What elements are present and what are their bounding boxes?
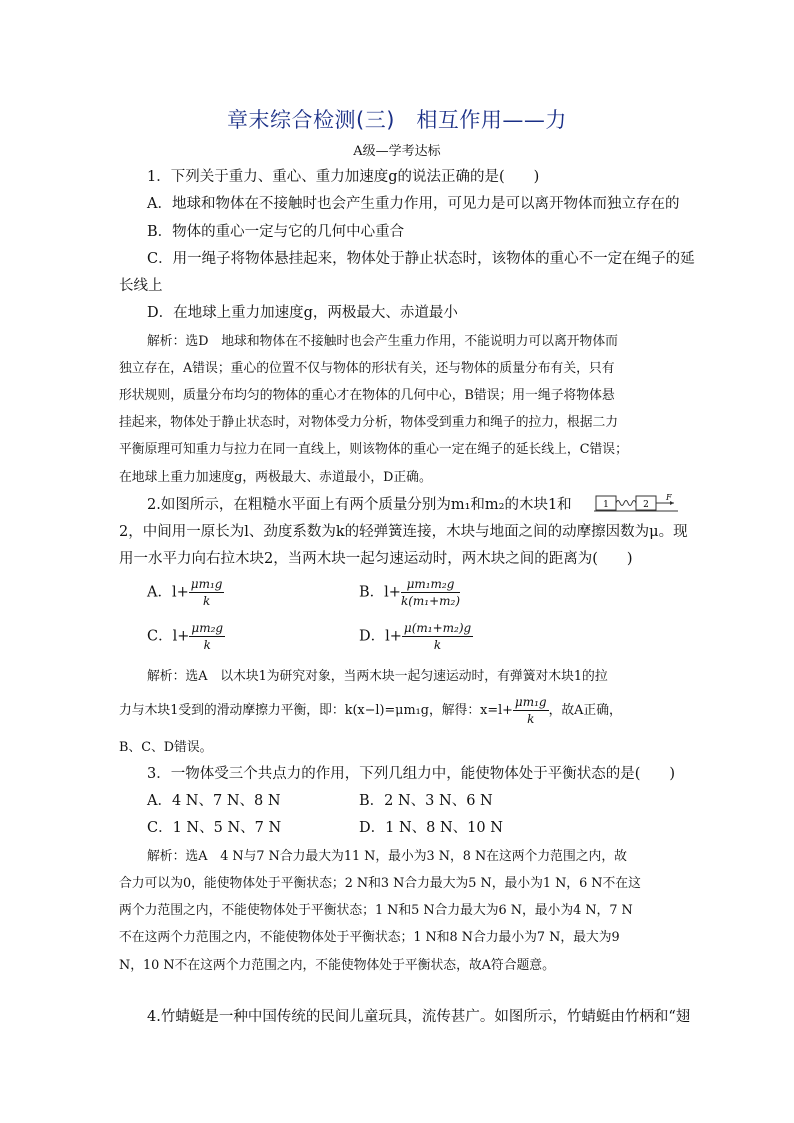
q2-option-c-label: C．l+ xyxy=(147,628,190,645)
q4-stem: 4.竹蜻蜓是一种中国传统的民间儿童玩具，流传甚广。如图所示，竹蜻蜓由竹柄和“翅 xyxy=(147,1009,691,1025)
q3-option-c: C．1 N、5 N、7 N xyxy=(147,820,282,836)
q2-option-d-denominator: k xyxy=(433,638,442,652)
q1-solution-line: 在地球上重力加速度g，两极最大、赤道最小，D正确。 xyxy=(119,470,432,485)
q2-option-d-numerator: μ(m₁+m₂)g xyxy=(403,621,472,635)
section-subtitle: A级—学考达标 xyxy=(353,144,441,159)
q2-option-b-label: B．l+ xyxy=(359,584,401,601)
q2-stem-line2: 2，中间用一原长为l、劲度系数为k的轻弹簧连接，木块与地面之间的动摩擦因数为μ。现 xyxy=(119,524,688,540)
q2-solution-line2 xyxy=(119,694,622,727)
spring-blocks-diagram xyxy=(594,491,678,513)
q2-option-b-numerator: μm₁m₂g xyxy=(401,576,460,593)
page-title: 章末综合检测(三) 相互作用——力 xyxy=(227,108,567,132)
q1-option-c-line1: C．用一绳子将物体悬挂起来，物体处于静止状态时，该物体的重心不一定在绳子的延 xyxy=(147,251,695,267)
q1-solution-line: 独立存在，A错误；重心的位置不仅与物体的形状有关，还与物体的质量分布有关，只有 xyxy=(119,361,615,376)
block-2-label: 2 xyxy=(643,500,649,510)
q2-stem-line1: 2.如图所示，在粗糙水平面上有两个质量分别为m₁和m₂的木块1和 xyxy=(147,497,572,513)
q3-solution-line: 两个力范围之内，不能使物体处于平衡状态；1 N和5 N合力最大为6 N，最小为4 N，7 N xyxy=(119,903,633,918)
q1-solution-line: 平衡原理可知重力与拉力在同一直线上，则该物体的重心一定在绳子的延长线上，C错误； xyxy=(119,442,628,457)
q2-solution-numerator: μm₁g xyxy=(514,695,547,709)
spring xyxy=(616,501,636,506)
q2-option-c-denominator: k xyxy=(203,638,211,652)
q3-option-d: D．1 N、8 N、10 N xyxy=(359,820,503,836)
q2-option-c xyxy=(147,620,225,653)
q3-solution-line: N，10 N不在这两个力范围之内，不能使物体处于平衡状态，故A符合题意。 xyxy=(119,958,555,973)
q2-solution-denominator: k xyxy=(527,712,535,726)
q1-option-d: D．在地球上重力加速度g，两极最大、赤道最小 xyxy=(147,305,458,321)
q1-solution-line: 挂起来，物体处于静止状态时，对物体受力分析，物体受到重力和绳子的拉力，根据二力 xyxy=(119,415,619,430)
q2-option-d-label: D．l+ xyxy=(359,628,402,645)
q3-solution-line: 不在这两个力范围之内，不能使物体处于平衡状态；1 N和8 N合力最小为7 N，最大为9 xyxy=(119,930,620,945)
q1-solution-line: 解析：选D 地球和物体在不接触时也会产生重力作用，不能说明力可以离开物体而 xyxy=(147,334,618,349)
q2-solution-text: 力与木块1受到的滑动摩擦力平衡，即：k(x−l)=μm₁g，解得：x=l+ xyxy=(119,703,513,718)
q1-option-a: A．地球和物体在不接触时也会产生重力作用，可见力是可以离开物体而独立存在的 xyxy=(147,196,680,212)
block-1-label: 1 xyxy=(603,500,609,510)
q2-option-c-numerator: μm₂g xyxy=(191,621,224,635)
q2-option-a-denominator: k xyxy=(202,594,211,608)
q1-solution-line: 形状规则，质量分布均匀的物体的重心才在物体的几何中心，B错误；用一绳子将物体悬 xyxy=(119,388,615,403)
q2-option-a-numerator: μm₁g xyxy=(190,577,223,591)
q2-option-d xyxy=(359,620,473,653)
q3-solution-line: 解析：选A 4 N与7 N合力最大为11 N，最小为3 N，8 N在这两个力范围之内，故 xyxy=(147,849,627,864)
force-label: F xyxy=(666,493,672,502)
q2-solution-line1: 解析：选A 以木块1为研究对象，当两木块一起匀速运动时，有弹簧对木块1的拉 xyxy=(147,669,608,684)
q2-option-a-label: A．l+ xyxy=(147,584,189,601)
q2-option-a xyxy=(147,576,224,609)
q2-solution-tail: ，故A正确， xyxy=(548,703,622,718)
q2-stem-line3: 用一水平力向右拉木块2，当两木块一起匀速运动时，两木块之间的距离为( ) xyxy=(119,551,633,567)
q3-option-b: B．2 N、3 N、6 N xyxy=(359,793,493,809)
q2-solution-line3: B、C、D错误。 xyxy=(119,740,213,755)
q3-option-a: A．4 N、7 N、8 N xyxy=(147,793,281,809)
q1-option-b: B．物体的重心一定与它的几何中心重合 xyxy=(147,224,405,240)
q3-solution-line: 合力可以为0，能使物体处于平衡状态；2 N和3 N合力最大为5 N，最小为1 N，6 N不在这 xyxy=(119,876,641,891)
q2-option-b xyxy=(359,576,460,609)
q1-option-c-line2: 长线上 xyxy=(119,278,163,294)
q1-stem: 1．下列关于重力、重心、重力加速度g的说法正确的是( ) xyxy=(147,169,540,185)
q3-stem: 3．一物体受三个共点力的作用，下列几组力中，能使物体处于平衡状态的是( ) xyxy=(147,766,676,782)
q2-option-b-denominator: k(m₁+m₂) xyxy=(400,594,461,608)
